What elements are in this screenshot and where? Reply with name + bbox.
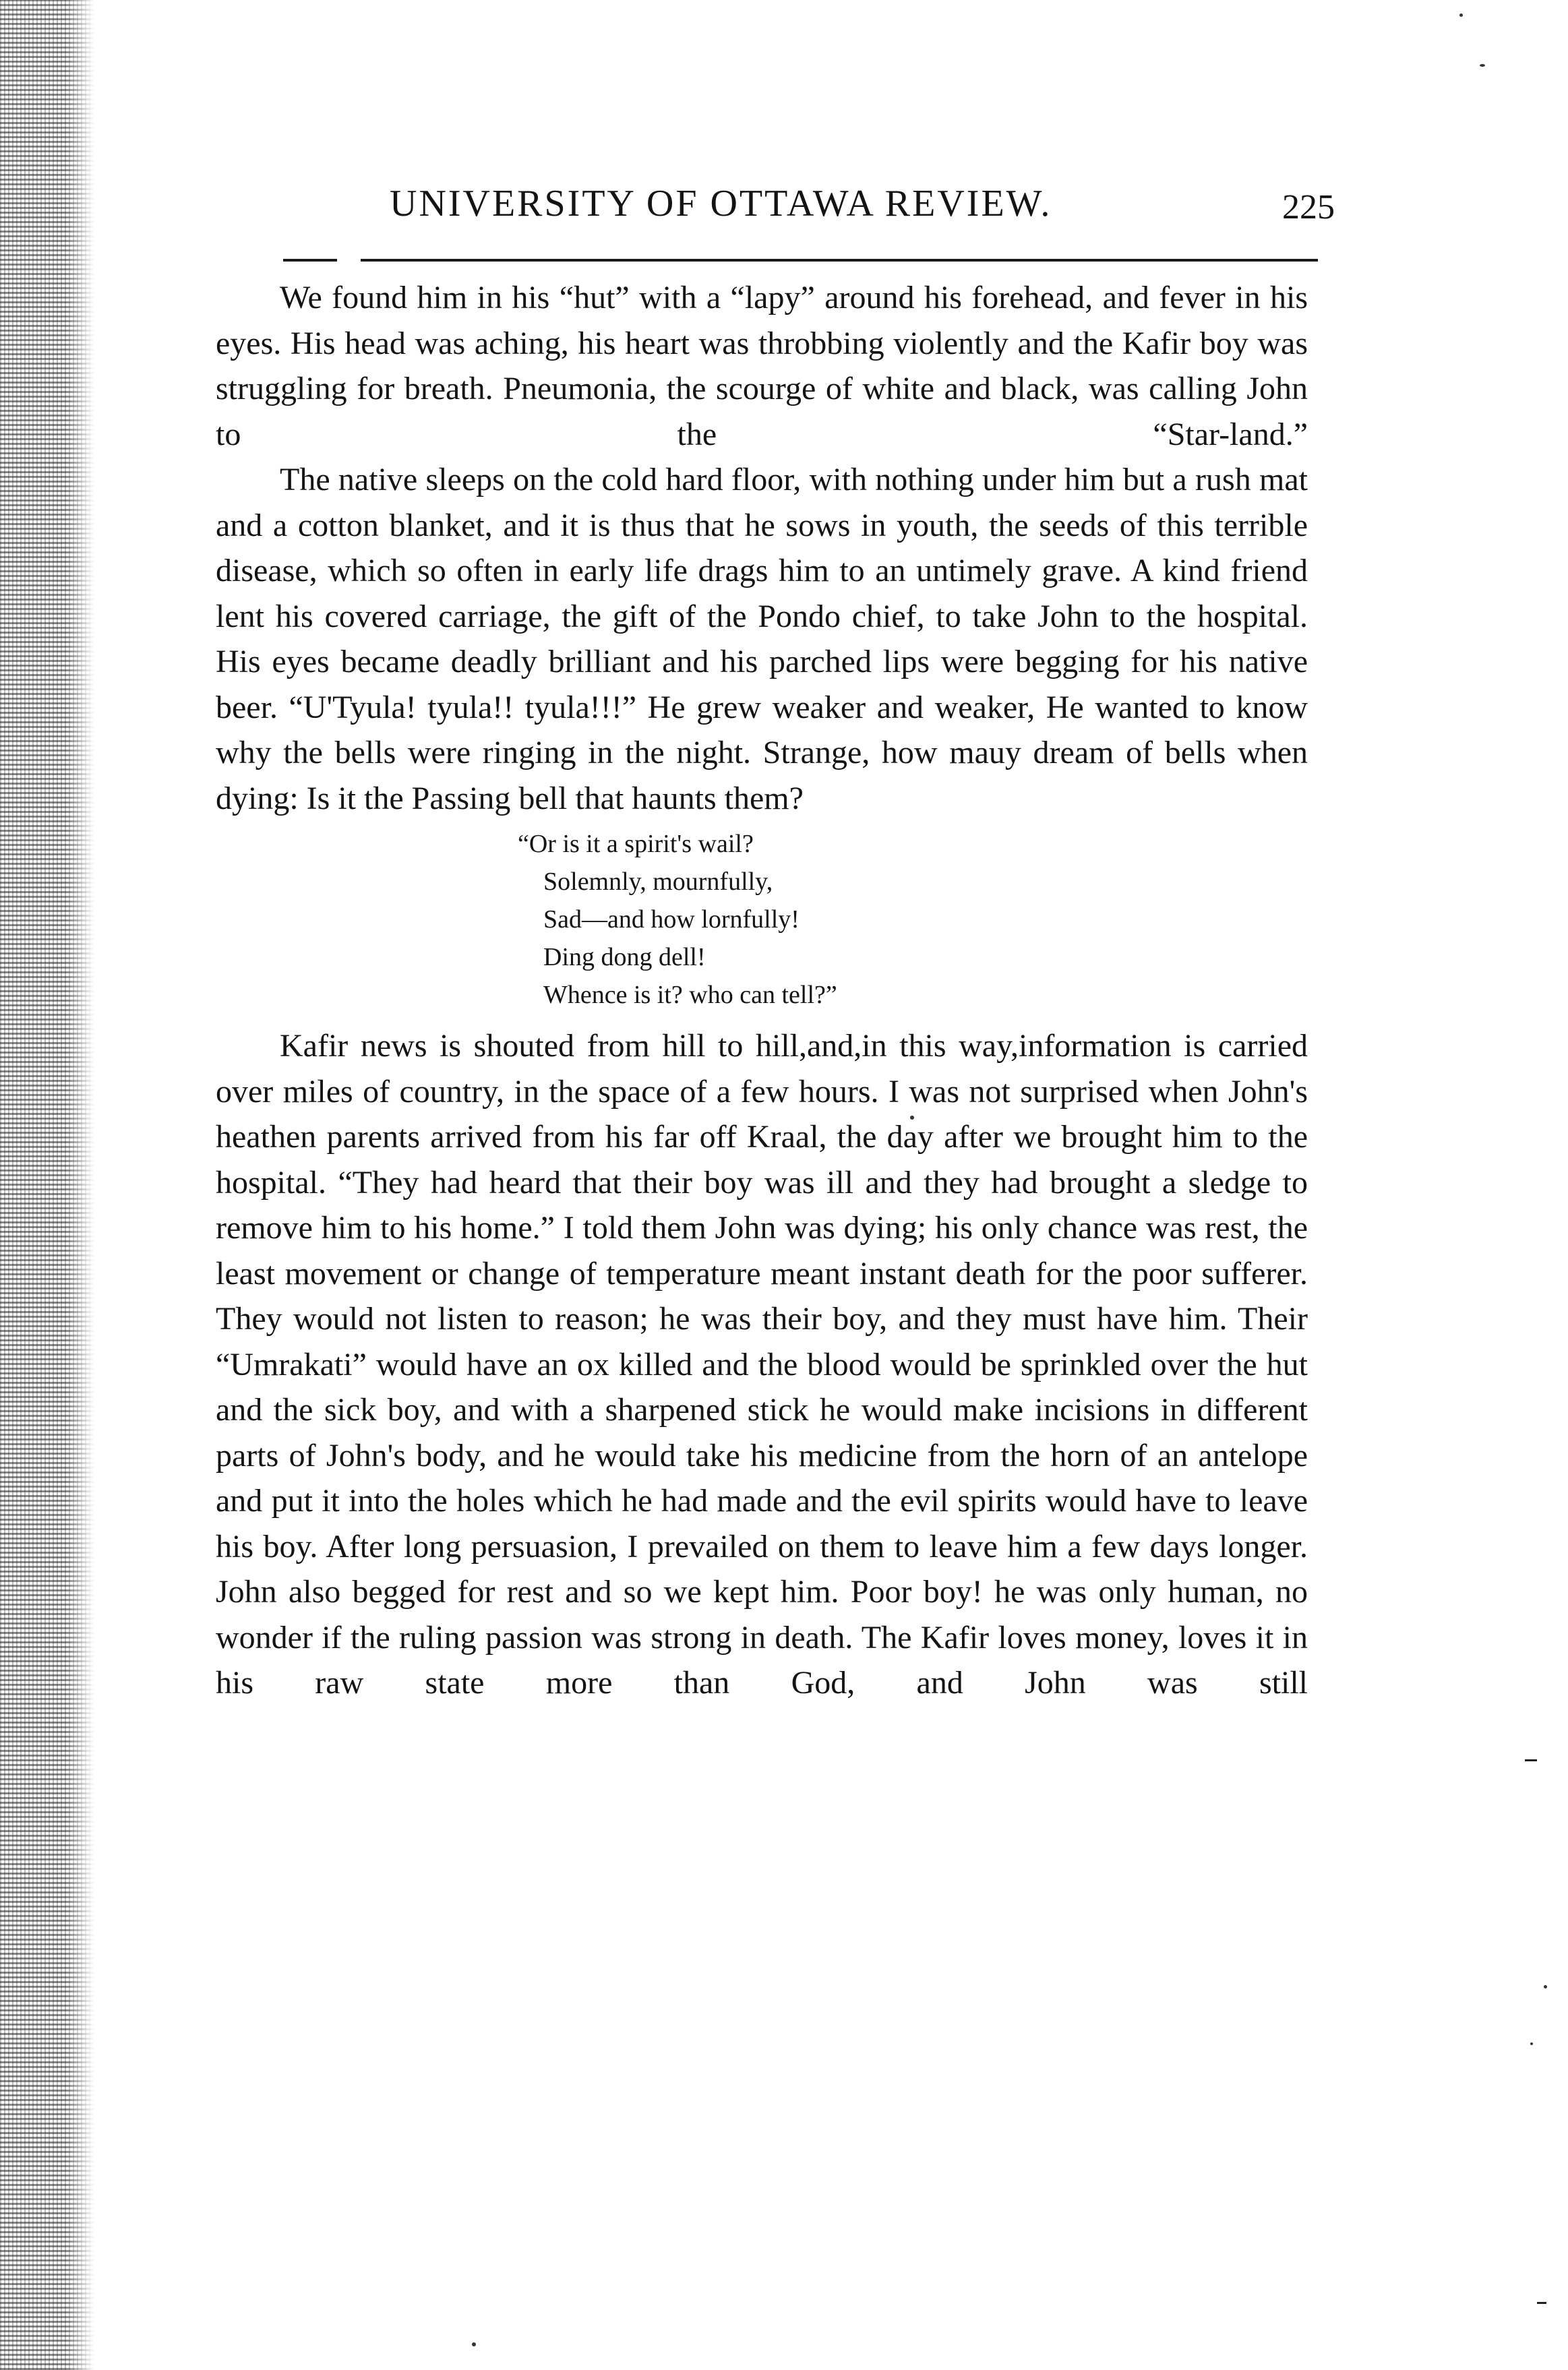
scan-speck xyxy=(1480,64,1485,67)
poem-line: Ding dong dell! xyxy=(543,943,706,971)
running-head xyxy=(344,182,1335,236)
body-text xyxy=(216,275,1308,1706)
page-number: 225 xyxy=(1282,188,1335,226)
scan-speck xyxy=(472,2342,476,2346)
poem-line: “Or is it a spirit's wail? xyxy=(518,830,754,858)
paragraph: The native sleeps on the cold hard floor, with nothing under him but a rush mat and a cotton blanket, and it is thus that he sows in youth, the seeds of this terrible disease, which so often in early life drags him to an untimely grave. A kind friend lent his covered carriage, the gift of the Pondo chief, to take John to the hospital. His eyes became deadly brilliant and his parched lips were begging for his native beer. “U'Tyula! tyula!! tyula!!!” He grew weaker and weaker, He wanted to know why the bells were ringing in the night. Strange, how mauy dream of bells when dying: Is it the Passing bell that haunts them? xyxy=(216,462,1308,816)
paragraph: We found him in his “hut” with a “lapy” around his forehead, and fever in his eyes. His head was aching, his heart was throbbing violently and the Kafir boy was struggling for breath. Pneumonia, the scourge of white and black, was calling John to the “Star-land.” xyxy=(216,280,1308,452)
paragraph: Kafir news is shouted from hill to hill,and,in this way,information is carried over miles of country, in the space of a few hours. I was not surprised when John's heathen parents arrived from his far off Kraal, the day after we brought him to the hospital. “They had heard that their boy was ill and they had brought a sledge to remove him to his home.” I told them John was dying; his only chance was rest, the least movement or change of temperature meant instant death for the poor sufferer. They would not listen to reason; he was their boy, and they must have him. Their “Umrakati” would have an ox killed and the blood would be sprinkled over the hut and the sick boy, and with a sharpened stick he would make incisions in different parts of John's body, and he would take his medicine from the horn of an antelope and put it into the holes which he had made and the evil spirits would have to leave his boy. After long persuasion, I prevailed on them to leave him a few days longer. John also begged for rest and so we kept him. Poor boy! he was only human, no wonder if the ruling passion was strong in death. The Kafir loves money, loves it in his raw state more than God, and John was still xyxy=(216,1028,1308,1701)
scan-speck xyxy=(1459,13,1463,17)
running-title: UNIVERSITY OF OTTAWA REVIEW. xyxy=(390,183,1052,224)
poem-line: Whence is it? who can tell?” xyxy=(543,981,837,1009)
book-binding-edge xyxy=(0,0,94,2370)
scan-mark xyxy=(1525,1759,1537,1761)
poem-quotation xyxy=(216,825,1308,1014)
poem-line: Sad—and how lornfully! xyxy=(543,905,800,934)
header-rule-short xyxy=(283,259,337,262)
scan-speck xyxy=(1544,1985,1547,1988)
scan-speck xyxy=(1530,2042,1533,2045)
header-rule xyxy=(361,259,1318,262)
scan-mark xyxy=(1537,2302,1546,2304)
poem-line: Solemnly, mournfully, xyxy=(543,868,773,896)
